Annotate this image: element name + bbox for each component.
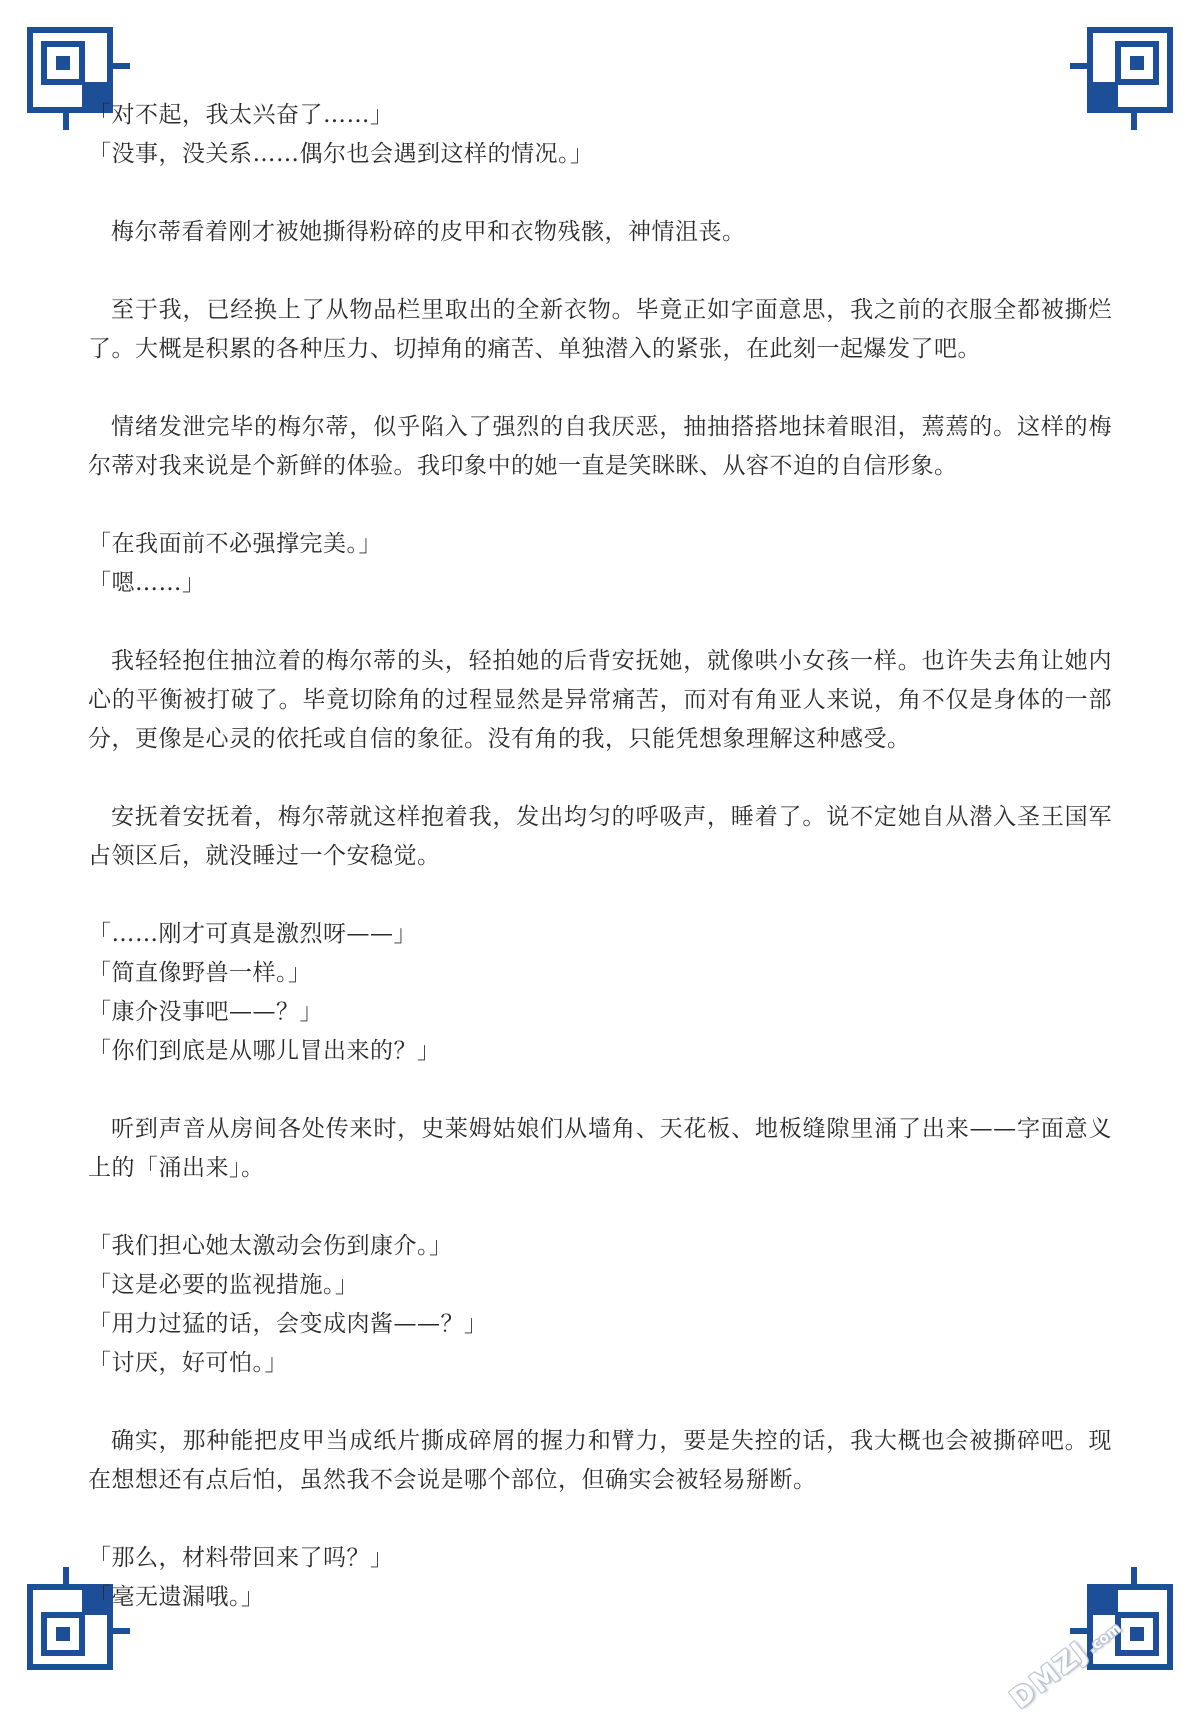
dialogue-line: 「那么，材料带回来了吗？」: [88, 1545, 394, 1571]
dialogue-line: 「用力过猛的话，会变成肉酱——？」: [88, 1311, 488, 1337]
dialogue-group: [88, 1539, 1112, 1617]
dialogue-line: 「康介没事吧——？」: [88, 999, 323, 1025]
paragraph-gap: [88, 1071, 1112, 1110]
narrative-paragraph: 听到声音从房间各处传来时，史莱姆姑娘们从墙角、天花板、地板缝隙里涌了出来——字面意义上的「涌出来」。: [88, 1116, 1112, 1181]
paragraph-gap: [88, 603, 1112, 642]
dialogue-line: 「在我面前不必强撑完美。」: [88, 531, 382, 557]
paragraph-gap: [88, 1500, 1112, 1539]
paragraph-gap: [88, 759, 1112, 798]
watermark-suffix: .com: [1084, 1620, 1125, 1657]
dialogue-line: 「简直像野兽一样。」: [88, 960, 312, 986]
dialogue-line: 「没事，没关系……偶尔也会遇到这样的情况。」: [88, 141, 594, 167]
dialogue-group: [88, 1227, 1112, 1383]
narrative-paragraph: 至于我，已经换上了从物品栏里取出的全新衣物。毕竟正如字面意思，我之前的衣服全都被撕烂了。大概是积累的各种压力、切掉角的痛苦、单独潜入的紧张，在此刻一起爆发了吧。: [88, 297, 1112, 362]
dialogue-line: 「毫无遗漏哦。」: [88, 1584, 265, 1610]
dialogue-line: 「……刚才可真是激烈呀——」: [88, 921, 417, 947]
dialogue-line: 「这是必要的监视措施。」: [88, 1272, 359, 1298]
paragraph-gap: [88, 1383, 1112, 1422]
dialogue-group: [88, 915, 1112, 1071]
dialogue-group: [88, 96, 1112, 174]
paragraph-gap: [88, 486, 1112, 525]
narrative-paragraph: 梅尔蒂看着刚才被她撕得粉碎的皮甲和衣物残骸，神情沮丧。: [111, 219, 746, 245]
paragraph-gap: [88, 1188, 1112, 1227]
dialogue-line: 「嗯……」: [88, 570, 206, 596]
narrative-paragraph: 安抚着安抚着，梅尔蒂就这样抱着我，发出均匀的呼吸声，睡着了。说不定她自从潜入圣王国军占领区后，就没睡过一个安稳觉。: [88, 804, 1112, 869]
dialogue-line: 「讨厌，好可怕。」: [88, 1350, 288, 1376]
paragraph-gap: [88, 174, 1112, 213]
watermark-main: DMZJ: [1003, 1634, 1096, 1715]
paragraph-gap: [88, 876, 1112, 915]
narrative-paragraph: 确实，那种能把皮甲当成纸片撕成碎屑的握力和臂力，要是失控的话，我大概也会被撕碎吧。现在想想还有点后怕，虽然我不会说是哪个部位，但确实会被轻易掰断。: [88, 1428, 1112, 1493]
page-body-text: [88, 96, 1112, 1616]
narrative-paragraph: 情绪发泄完毕的梅尔蒂，似乎陷入了强烈的自我厌恶，抽抽搭搭地抹着眼泪，蔫蔫的。这样的梅尔蒂对我来说是个新鲜的体验。我印象中的她一直是笑眯眯、从容不迫的自信形象。: [88, 414, 1112, 479]
dialogue-group: [88, 525, 1112, 603]
paragraph-gap: [88, 369, 1112, 408]
dialogue-line: 「你们到底是从哪儿冒出来的？」: [88, 1038, 441, 1064]
dialogue-line: 「我们担心她太激动会伤到康介。」: [88, 1233, 453, 1259]
dialogue-line: 「对不起，我太兴奋了……」: [88, 102, 394, 128]
paragraph-gap: [88, 252, 1112, 291]
narrative-paragraph: 我轻轻抱住抽泣着的梅尔蒂的头，轻拍她的后背安抚她，就像哄小女孩一样。也许失去角让她内心的平衡被打破了。毕竟切除角的过程显然是异常痛苦，而对有角亚人来说，角不仅是身体的一部分，更像是心灵的依托或自信的象征。没有角的我，只能凭想象理解这种感受。: [88, 648, 1112, 752]
